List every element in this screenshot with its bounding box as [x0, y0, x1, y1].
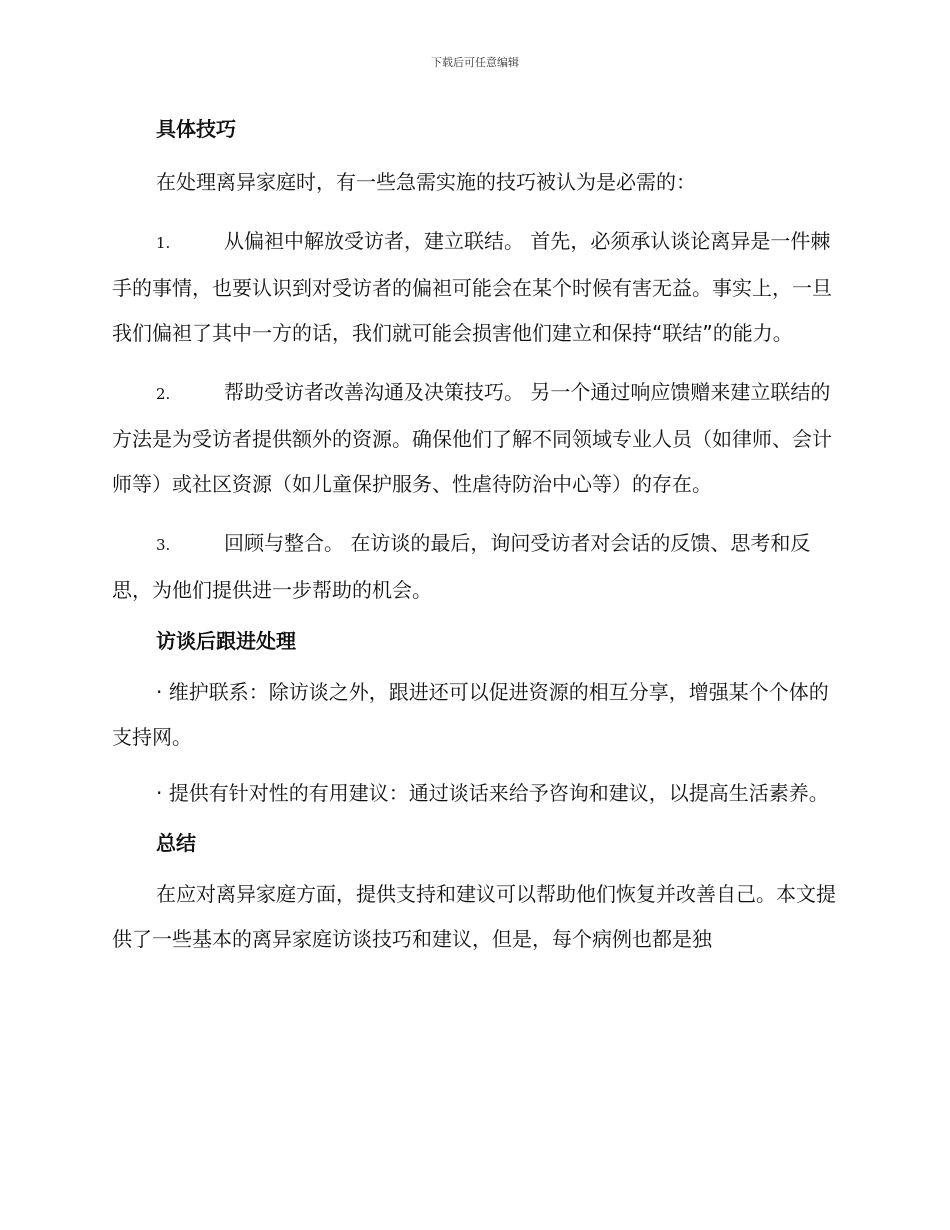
numbered-item	[112, 370, 842, 507]
item-number: 2.	[156, 385, 171, 403]
numbered-item	[112, 521, 842, 613]
summary-paragraph: 在应对离异家庭方面，提供支持和建议可以帮助他们恢复并改善自己。本文提供了一些基本的离异家庭访谈技巧和建议，但是，每个病例也都是独	[112, 882, 836, 951]
bullet-item: · 提供有针对性的有用建议：通过谈话来给予咨询和建议，以提高生活素养。	[156, 781, 829, 805]
item-text: 帮助受访者改善沟通及决策技巧。 另一个通过响应馈赠来建立联结的方法是为受访者提供额外的资源。确保他们了解不同领域专业人员（如律师、会计师等）或社区资源（如儿童保护服务、性虐待防治中心等）的存在。	[112, 380, 832, 496]
techniques-intro: 在处理离异家庭时，有一些急需实施的技巧被认为是必需的：	[156, 170, 696, 194]
document-body	[112, 112, 842, 962]
item-number: 1.	[156, 234, 171, 252]
numbered-item	[112, 219, 842, 356]
section-heading-techniques: 具体技巧	[156, 117, 236, 141]
item-text: 回顾与整合。 在访谈的最后，询问受访者对会话的反馈、思考和反思，为他们提供进一步帮助的机会。	[112, 531, 811, 602]
section-heading-summary: 总结	[156, 831, 196, 855]
item-text: 从偏袒中解放受访者，建立联结。 首先，必须承认谈论离异是一件棘手的事情，也要认识到对受访者的偏袒可能会在某个时候有害无益。事实上，一旦我们偏袒了其中一方的话，我们就可能会损害他们建立和保持“联结”的能力。	[112, 229, 832, 345]
item-number: 3.	[156, 536, 171, 554]
page-header: 下载后可任意编辑	[431, 56, 519, 69]
bullet-item: · 维护联系：除访谈之外，跟进还可以促进资源的相互分享，增强某个个体的支持网。	[112, 680, 829, 749]
section-heading-followup: 访谈后跟进处理	[156, 629, 296, 653]
